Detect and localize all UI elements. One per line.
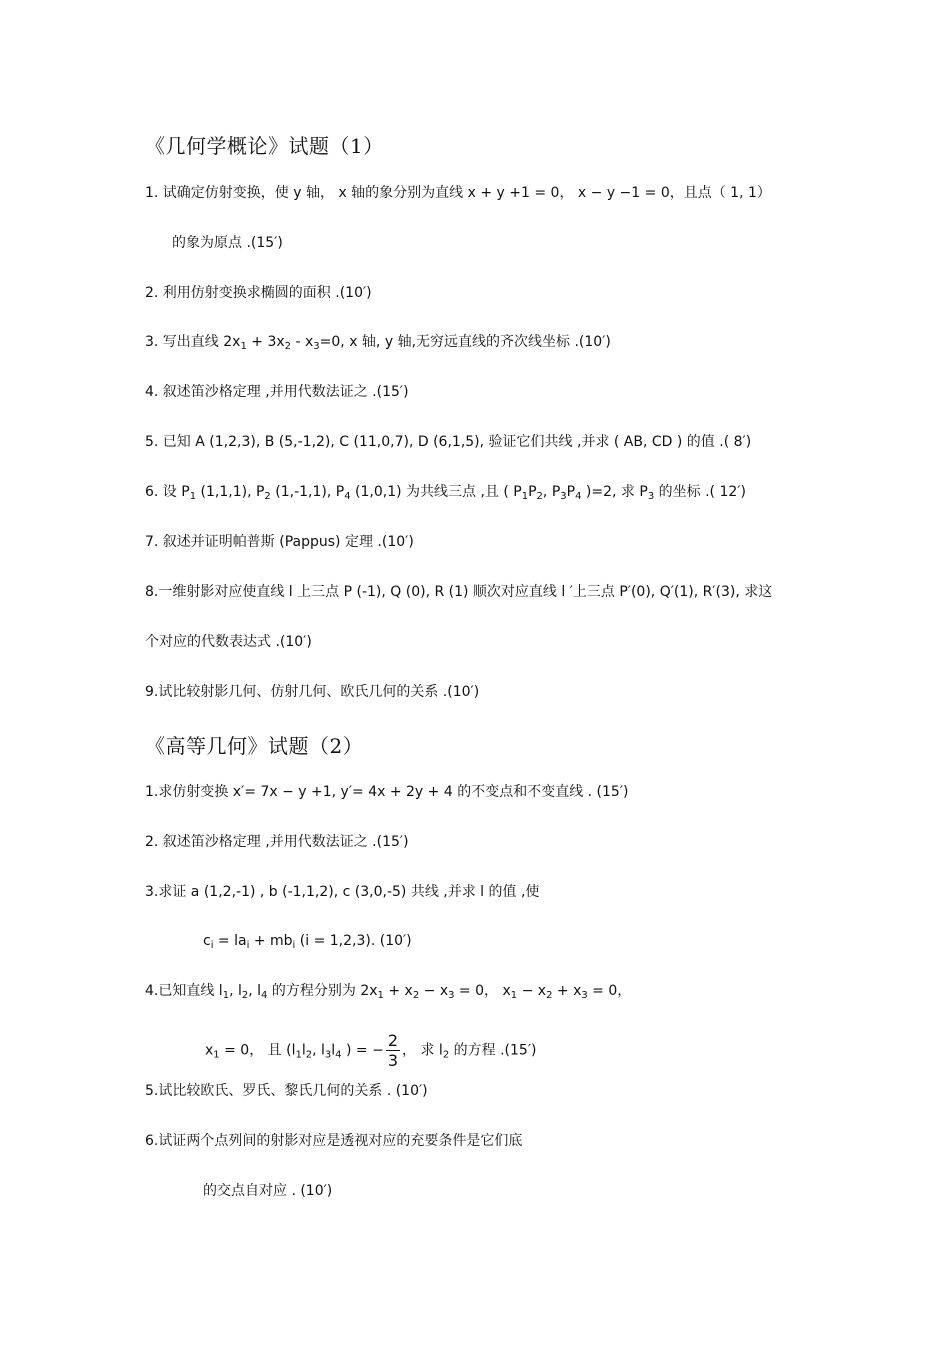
s2-question-1: 1.求仿射变换 x′= 7x − y +1, y′= 4x + 2y + 4 的不变点和不变直线 . (15′) (145, 784, 629, 800)
s1-question-9: 9.试比较射影几何、仿射几何、欧氏几何的关系 .(10′) (145, 684, 480, 700)
text: 3. 写出直线 2x (145, 334, 241, 350)
s1-question-8-line2: 个对应的代数表达式 .(10′) (145, 634, 312, 650)
s2-question-5: 5.试比较欧氏、罗氏、黎氏几何的关系 . (10′) (145, 1083, 428, 1099)
s1-question-7: 7. 叙述并证明帕普斯 (Pappus) 定理 .(10′) (145, 534, 414, 550)
s1-question-1-line2: 的象为原点 .(15′) (172, 235, 283, 251)
section2-title: 《高等几何》试题（2） (145, 734, 364, 758)
s1-question-4: 4. 叙述笛沙格定理 ,并用代数法证之 .(15′) (145, 384, 409, 400)
s1-question-8-line1: 8.一维射影对应使直线 l 上三点 P (-1), Q (0), R (1) 顺次对应直线 l ′上三点 P′(0), Q′(1), R′(3), 求这 (145, 584, 773, 600)
section1-title: 《几何学概论》试题（1） (145, 134, 384, 158)
s2-question-3-line1: 3.求证 a (1,2,-1) , b (-1,1,2), c (3,0,-5) 共线 ,并求 l 的值 ,使 (145, 884, 540, 900)
s2-question-4-line1: 4.已知直线 $l_1$, $l_2$, $l_4$ 的方程分别为 $2x_1 + x_2 - x_3 = 0$， $x_1 - x_2 + x_3 = 0$， (145, 983, 632, 1001)
s1-question-5: 5. 已知 A (1,2,3), B (5,-1,2), C (11,0,7), D (6,1,5), 验证它们共线 ,并求 ( AB, CD ) 的值 .( 8′) (145, 434, 752, 450)
s2-question-6-line1: 6.试证两个点列间的射影对应是透视对应的充要条件是它们底 (145, 1133, 523, 1149)
s1-question-6: 6. 设 $P_1$ (1,1,1), $P_2$ (1,-1,1), $P_4$ (1,0,1) 为共线三点 ,且 ( $P_1P_2$, $P_3P_4$ )=2, 求 $P_3$ 的坐标 .( 12′) (145, 484, 746, 502)
s2-question-6-line2: 的交点自对应 . (10′) (203, 1183, 333, 1199)
s1-question-3: 3. 写出直线 $2x_1 + 3x_2 - x_3=0$, x 轴, y 轴,无穷远直线的齐次线坐标 .(10′) (145, 334, 611, 352)
fraction: $\frac{2}{3}$ (387, 1031, 399, 1070)
s2-question-2: 2. 叙述笛沙格定理 ,并用代数法证之 .(15′) (145, 834, 409, 850)
s2-question-3-line2: $c_i = la_i + mb_i$ (i = 1,2,3). (10′) (203, 933, 412, 951)
s2-question-4-line2: $x_1 = 0$， 且 ($l_1l_2$, $l_3l_4$ ) = − $\frac{2}{3}$ ， 求 $l_2$ 的方程 .(15′) (205, 1031, 537, 1070)
s1-question-2: 2. 利用仿射变换求椭圆的面积 .(10′) (145, 285, 372, 301)
s1-question-1-line1: 1. 试确定仿射变换，使 y 轴， x 轴的象分别为直线 x + y +1 = 0， x − y −1 = 0，且点（ 1, 1） (145, 185, 771, 201)
